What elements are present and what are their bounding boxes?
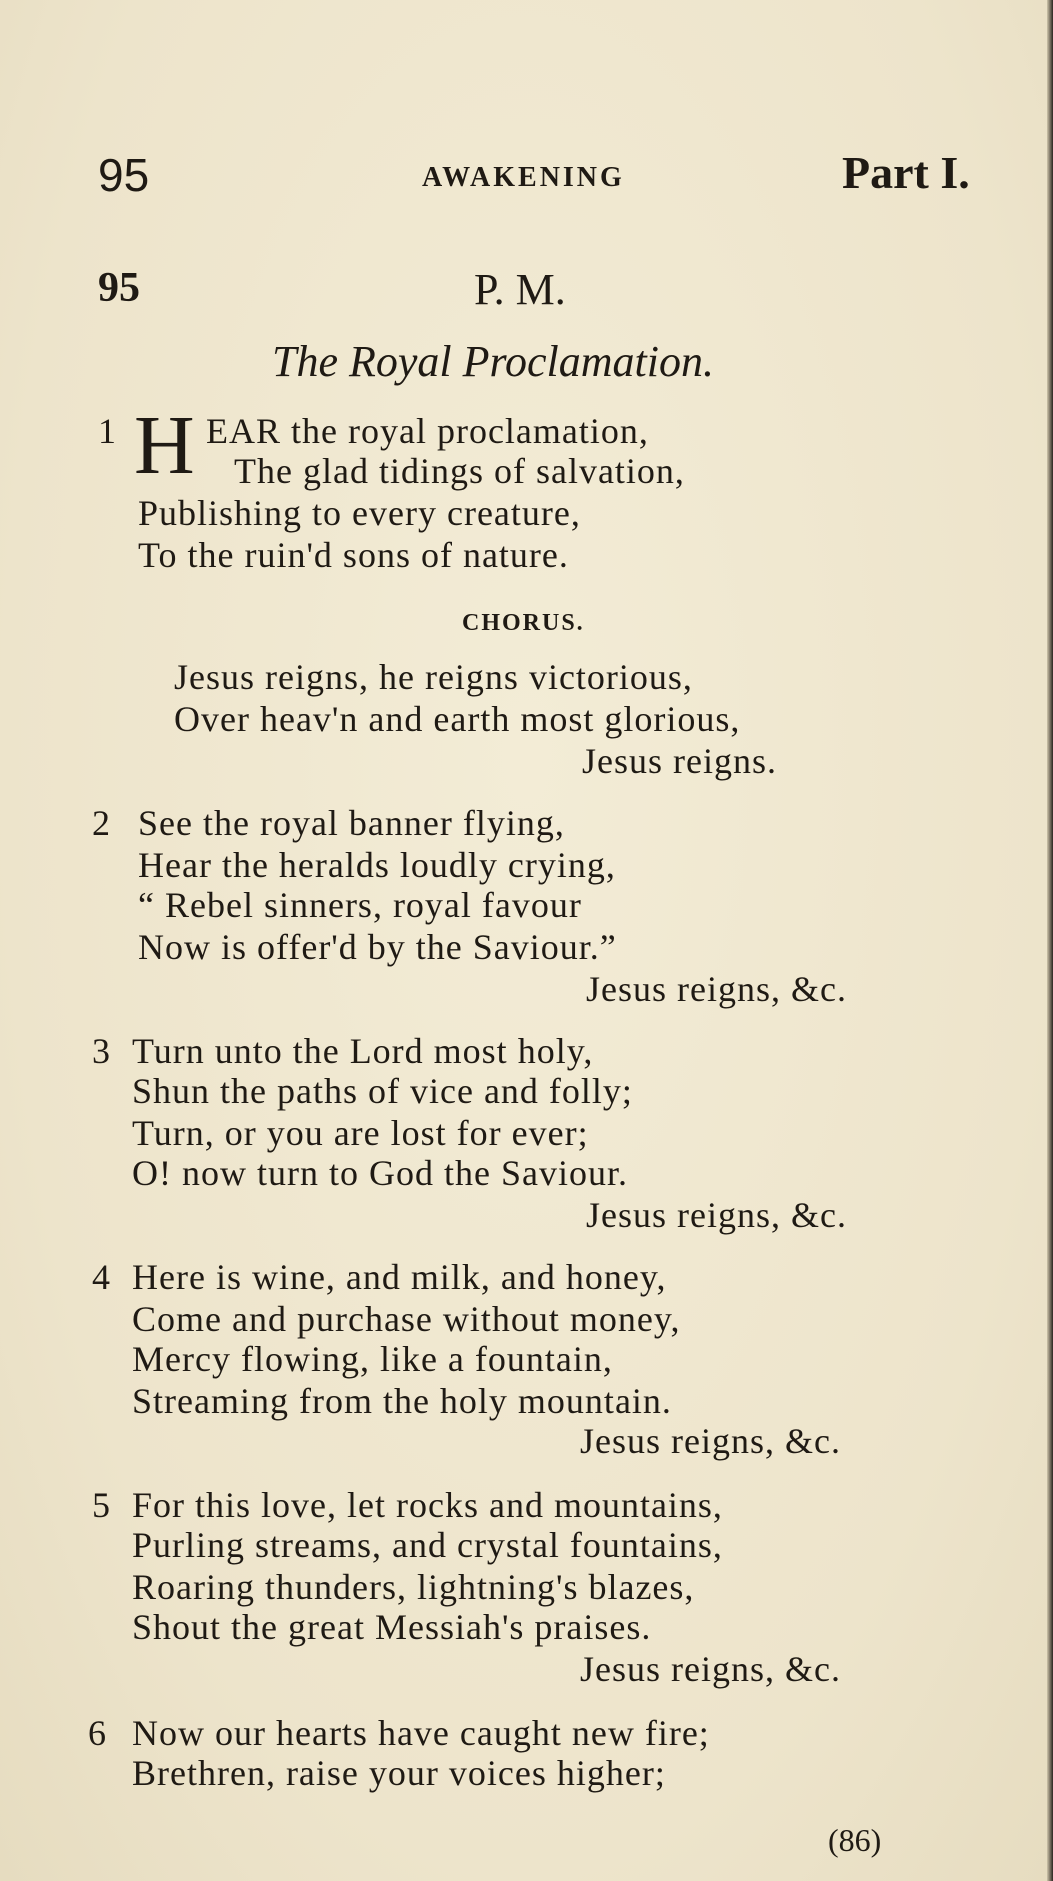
chorus-label: CHORUS. xyxy=(462,610,585,636)
verse-line: Turn, or you are lost for ever; xyxy=(132,1113,589,1153)
chorus-line: Jesus reigns, he reigns victorious, xyxy=(174,657,693,697)
verse-number: 2 xyxy=(92,803,110,843)
hymn-number: 95 xyxy=(98,265,140,311)
verse-line: Come and purchase without money, xyxy=(132,1299,681,1339)
verse-line: Turn unto the Lord most holy, xyxy=(132,1031,594,1071)
verse-line: Shout the great Messiah's praises. xyxy=(132,1607,652,1647)
verse-number: 5 xyxy=(92,1485,110,1525)
verse-line: Brethren, raise your voices higher; xyxy=(132,1753,666,1793)
printed-page-number: (86) xyxy=(828,1822,882,1858)
verse-line: Roaring thunders, lightning's blazes, xyxy=(132,1567,695,1607)
verse-number: 4 xyxy=(92,1257,110,1297)
verse-line: EAR the royal proclamation, xyxy=(206,411,649,451)
refrain: Jesus reigns, &c. xyxy=(580,1649,841,1689)
verse-line: Now is offer'd by the Saviour.” xyxy=(138,927,617,967)
verse-line: Now our hearts have caught new fire; xyxy=(132,1713,710,1753)
verse-number: 1 xyxy=(98,411,116,451)
verse-number: 6 xyxy=(88,1713,106,1753)
verse-line: The glad tidings of salvation, xyxy=(234,451,685,491)
verse-line: Purling streams, and crystal fountains, xyxy=(132,1525,723,1565)
chorus-line: Jesus reigns. xyxy=(582,741,777,781)
refrain: Jesus reigns, &c. xyxy=(580,1421,841,1461)
verse-line: Here is wine, and milk, and honey, xyxy=(132,1257,667,1297)
running-title: AWAKENING xyxy=(422,162,625,193)
page-number: 95 xyxy=(98,149,150,201)
verse-line: “ Rebel sinners, royal favour xyxy=(138,885,582,925)
verse-line: To the ruin'd sons of nature. xyxy=(138,535,569,575)
part-label: Part I. xyxy=(842,147,970,198)
chorus-line: Over heav'n and earth most glorious, xyxy=(174,699,741,739)
verse-line: Streaming from the holy mountain. xyxy=(132,1381,672,1421)
verse-line: Shun the paths of vice and folly; xyxy=(132,1071,633,1111)
refrain: Jesus reigns, &c. xyxy=(586,1195,847,1235)
refrain: Jesus reigns, &c. xyxy=(586,969,847,1009)
verse-number: 3 xyxy=(92,1031,110,1071)
verse-line: Publishing to every creature, xyxy=(138,493,581,533)
hymn-meter: P. M. xyxy=(474,265,566,314)
verse-line: O! now turn to God the Saviour. xyxy=(132,1153,628,1193)
verse-line: Hear the heralds loudly crying, xyxy=(138,845,616,885)
drop-capital: H xyxy=(134,399,195,492)
hymn-title: The Royal Proclamation. xyxy=(272,337,714,386)
page-edge xyxy=(1047,0,1053,1881)
verse-line: For this love, let rocks and mountains, xyxy=(132,1485,723,1525)
verse-line: See the royal banner flying, xyxy=(138,803,565,843)
verse-line: Mercy flowing, like a fountain, xyxy=(132,1339,613,1379)
